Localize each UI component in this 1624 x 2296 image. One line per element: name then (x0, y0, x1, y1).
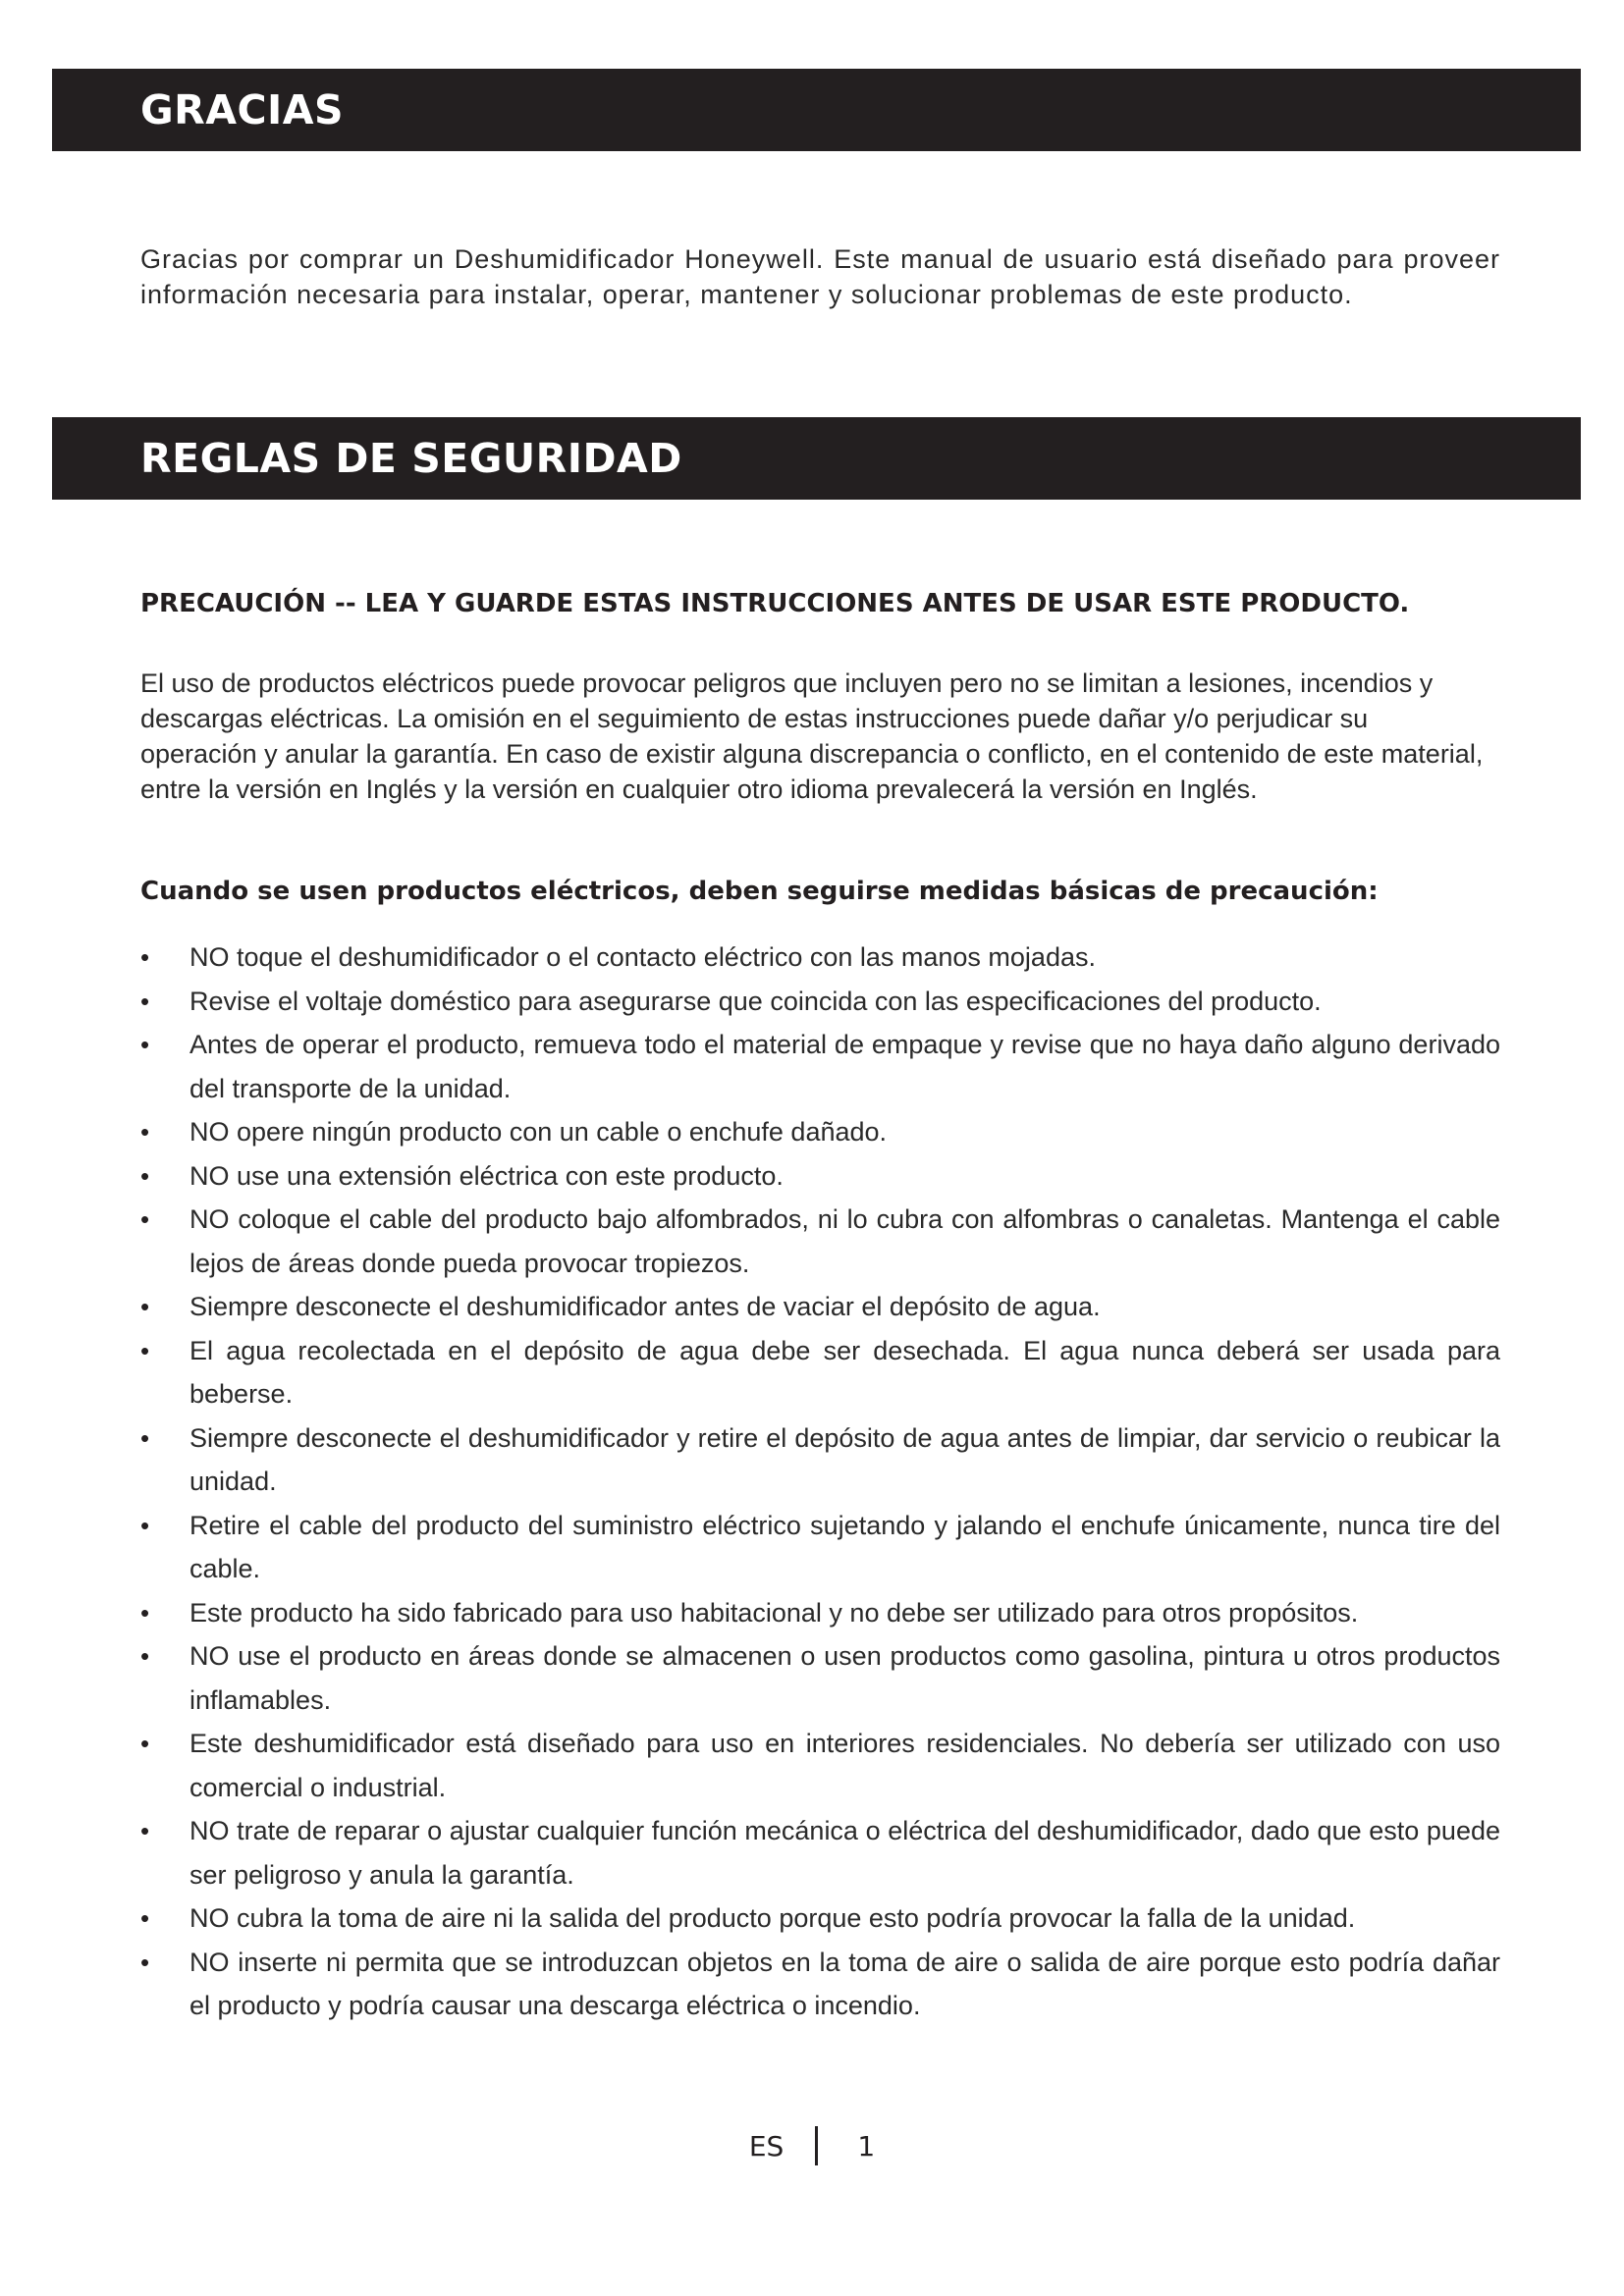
section-header-reglas (52, 417, 1581, 500)
rule-text: NO trate de reparar o ajustar cualquier función mecánica o eléctrica del deshumidificador, dado que esto puede ser peligroso y anula la garantía. (189, 1816, 1500, 1890)
rule-item (140, 1634, 1500, 1722)
bullet-icon: • (140, 986, 150, 1016)
rule-text: NO opere ningún producto con un cable o enchufe dañado. (189, 1117, 888, 1147)
footer-language: ES (748, 2129, 785, 2163)
intro-paragraph: Gracias por comprar un Deshumidificador Honeywell. Este manual de usuario está diseñado para proveer información necesaria para instalar, operar, mantener y solucionar problemas de este producto. (140, 244, 1500, 309)
section-header-gracias (52, 69, 1581, 151)
rule-item (140, 1198, 1500, 1285)
rule-item (140, 1023, 1500, 1110)
safety-rules-list (140, 935, 1500, 2028)
rule-item (140, 1504, 1500, 1591)
bullet-icon: • (140, 1903, 150, 1933)
rule-text: NO cubra la toma de aire ni la salida del producto porque esto podría provocar la falla de la unidad. (189, 1903, 1356, 1933)
section-title-reglas: REGLAS DE SEGURIDAD (140, 435, 682, 482)
footer-page-number: 1 (857, 2129, 876, 2163)
rule-item (140, 1591, 1500, 1635)
bullet-icon: • (140, 1117, 150, 1147)
bullet-icon: • (140, 1422, 150, 1453)
rule-item (140, 1941, 1500, 2028)
bullet-icon: • (140, 942, 150, 972)
rule-text: Retire el cable del producto del suministro eléctrico sujetando y jalando el enchufe únicamente, nunca tire del cable. (189, 1510, 1500, 1583)
rule-item (140, 1110, 1500, 1154)
rule-item (140, 1809, 1500, 1896)
footer-divider (815, 2126, 818, 2165)
rule-item (140, 1416, 1500, 1504)
bullet-icon: • (140, 1030, 150, 1059)
rule-item (140, 1154, 1500, 1199)
rule-item (140, 1722, 1500, 1809)
rule-text: NO use una extensión eléctrica con este producto. (189, 1160, 784, 1191)
rule-item (140, 1896, 1500, 1941)
measures-heading: Cuando se usen productos eléctricos, deben seguirse medidas básicas de precaución: (140, 877, 1379, 906)
bullet-icon: • (140, 1947, 150, 1977)
bullet-icon: • (140, 1729, 150, 1758)
bullet-icon: • (140, 1641, 150, 1671)
rule-text: Antes de operar el producto, remueva todo el material de empaque y revise que no haya daño alguno derivado del transporte de la unidad. (189, 1030, 1500, 1103)
caution-heading: PRECAUCIÓN -- LEA Y GUARDE ESTAS INSTRUCCIONES ANTES DE USAR ESTE PRODUCTO. (140, 589, 1410, 618)
caution-body: El uso de productos eléctricos puede provocar peligros que incluyen pero no se limitan a lesiones, incendios y descargas eléctricas. La omisión en el seguimiento de estas instrucciones puede dañar y/o perjudicar su operación y anular la garantía. En caso de existir alguna discrepancia o conflicto, en el contenido de este material, entre la versión en Inglés y la versión en cualquier otro idioma prevalecerá la versión en Inglés. (140, 668, 1484, 804)
rule-text: Este deshumidificador está diseñado para uso en interiores residenciales. No debería ser utilizado con uso comercial o industrial. (189, 1729, 1500, 1802)
rule-item (140, 1285, 1500, 1329)
rule-text: Siempre desconecte el deshumidificador y retire el depósito de agua antes de limpiar, dar servicio o reubicar la unidad. (189, 1422, 1500, 1496)
bullet-icon: • (140, 1204, 150, 1234)
rule-item (140, 935, 1500, 980)
rule-text: NO inserte ni permita que se introduzcan objetos en la toma de aire o salida de aire porque esto podría dañar el producto y podría causar una descarga eléctrica o incendio. (189, 1947, 1500, 2020)
bullet-icon: • (140, 1160, 150, 1191)
rule-text: NO coloque el cable del producto bajo alfombrados, ni lo cubra con alfombras o canaletas. Mantenga el cable lejos de áreas donde pueda provocar tropiezos. (189, 1204, 1500, 1278)
rule-text: Siempre desconecte el deshumidificador antes de vaciar el depósito de agua. (189, 1292, 1101, 1321)
rule-item (140, 1329, 1500, 1416)
bullet-icon: • (140, 1335, 150, 1365)
page-footer (0, 2126, 1624, 2165)
rule-text: Este producto ha sido fabricado para uso habitacional y no debe ser utilizado para otros propósitos. (189, 1597, 1359, 1628)
rule-text: El agua recolectada en el depósito de agua debe ser desechada. El agua nunca deberá ser usada para beberse. (189, 1335, 1500, 1409)
rule-item (140, 980, 1500, 1024)
bullet-icon: • (140, 1597, 150, 1628)
rule-text: NO toque el deshumidificador o el contacto eléctrico con las manos mojadas. (189, 942, 1096, 972)
bullet-icon: • (140, 1292, 150, 1321)
bullet-icon: • (140, 1816, 150, 1845)
rule-text: Revise el voltaje doméstico para asegurarse que coincida con las especificaciones del producto. (189, 986, 1322, 1016)
bullet-icon: • (140, 1510, 150, 1540)
rule-text: NO use el producto en áreas donde se almacenen o usen productos como gasolina, pintura u otros productos inflamables. (189, 1641, 1500, 1715)
section-title-gracias: GRACIAS (140, 86, 345, 133)
